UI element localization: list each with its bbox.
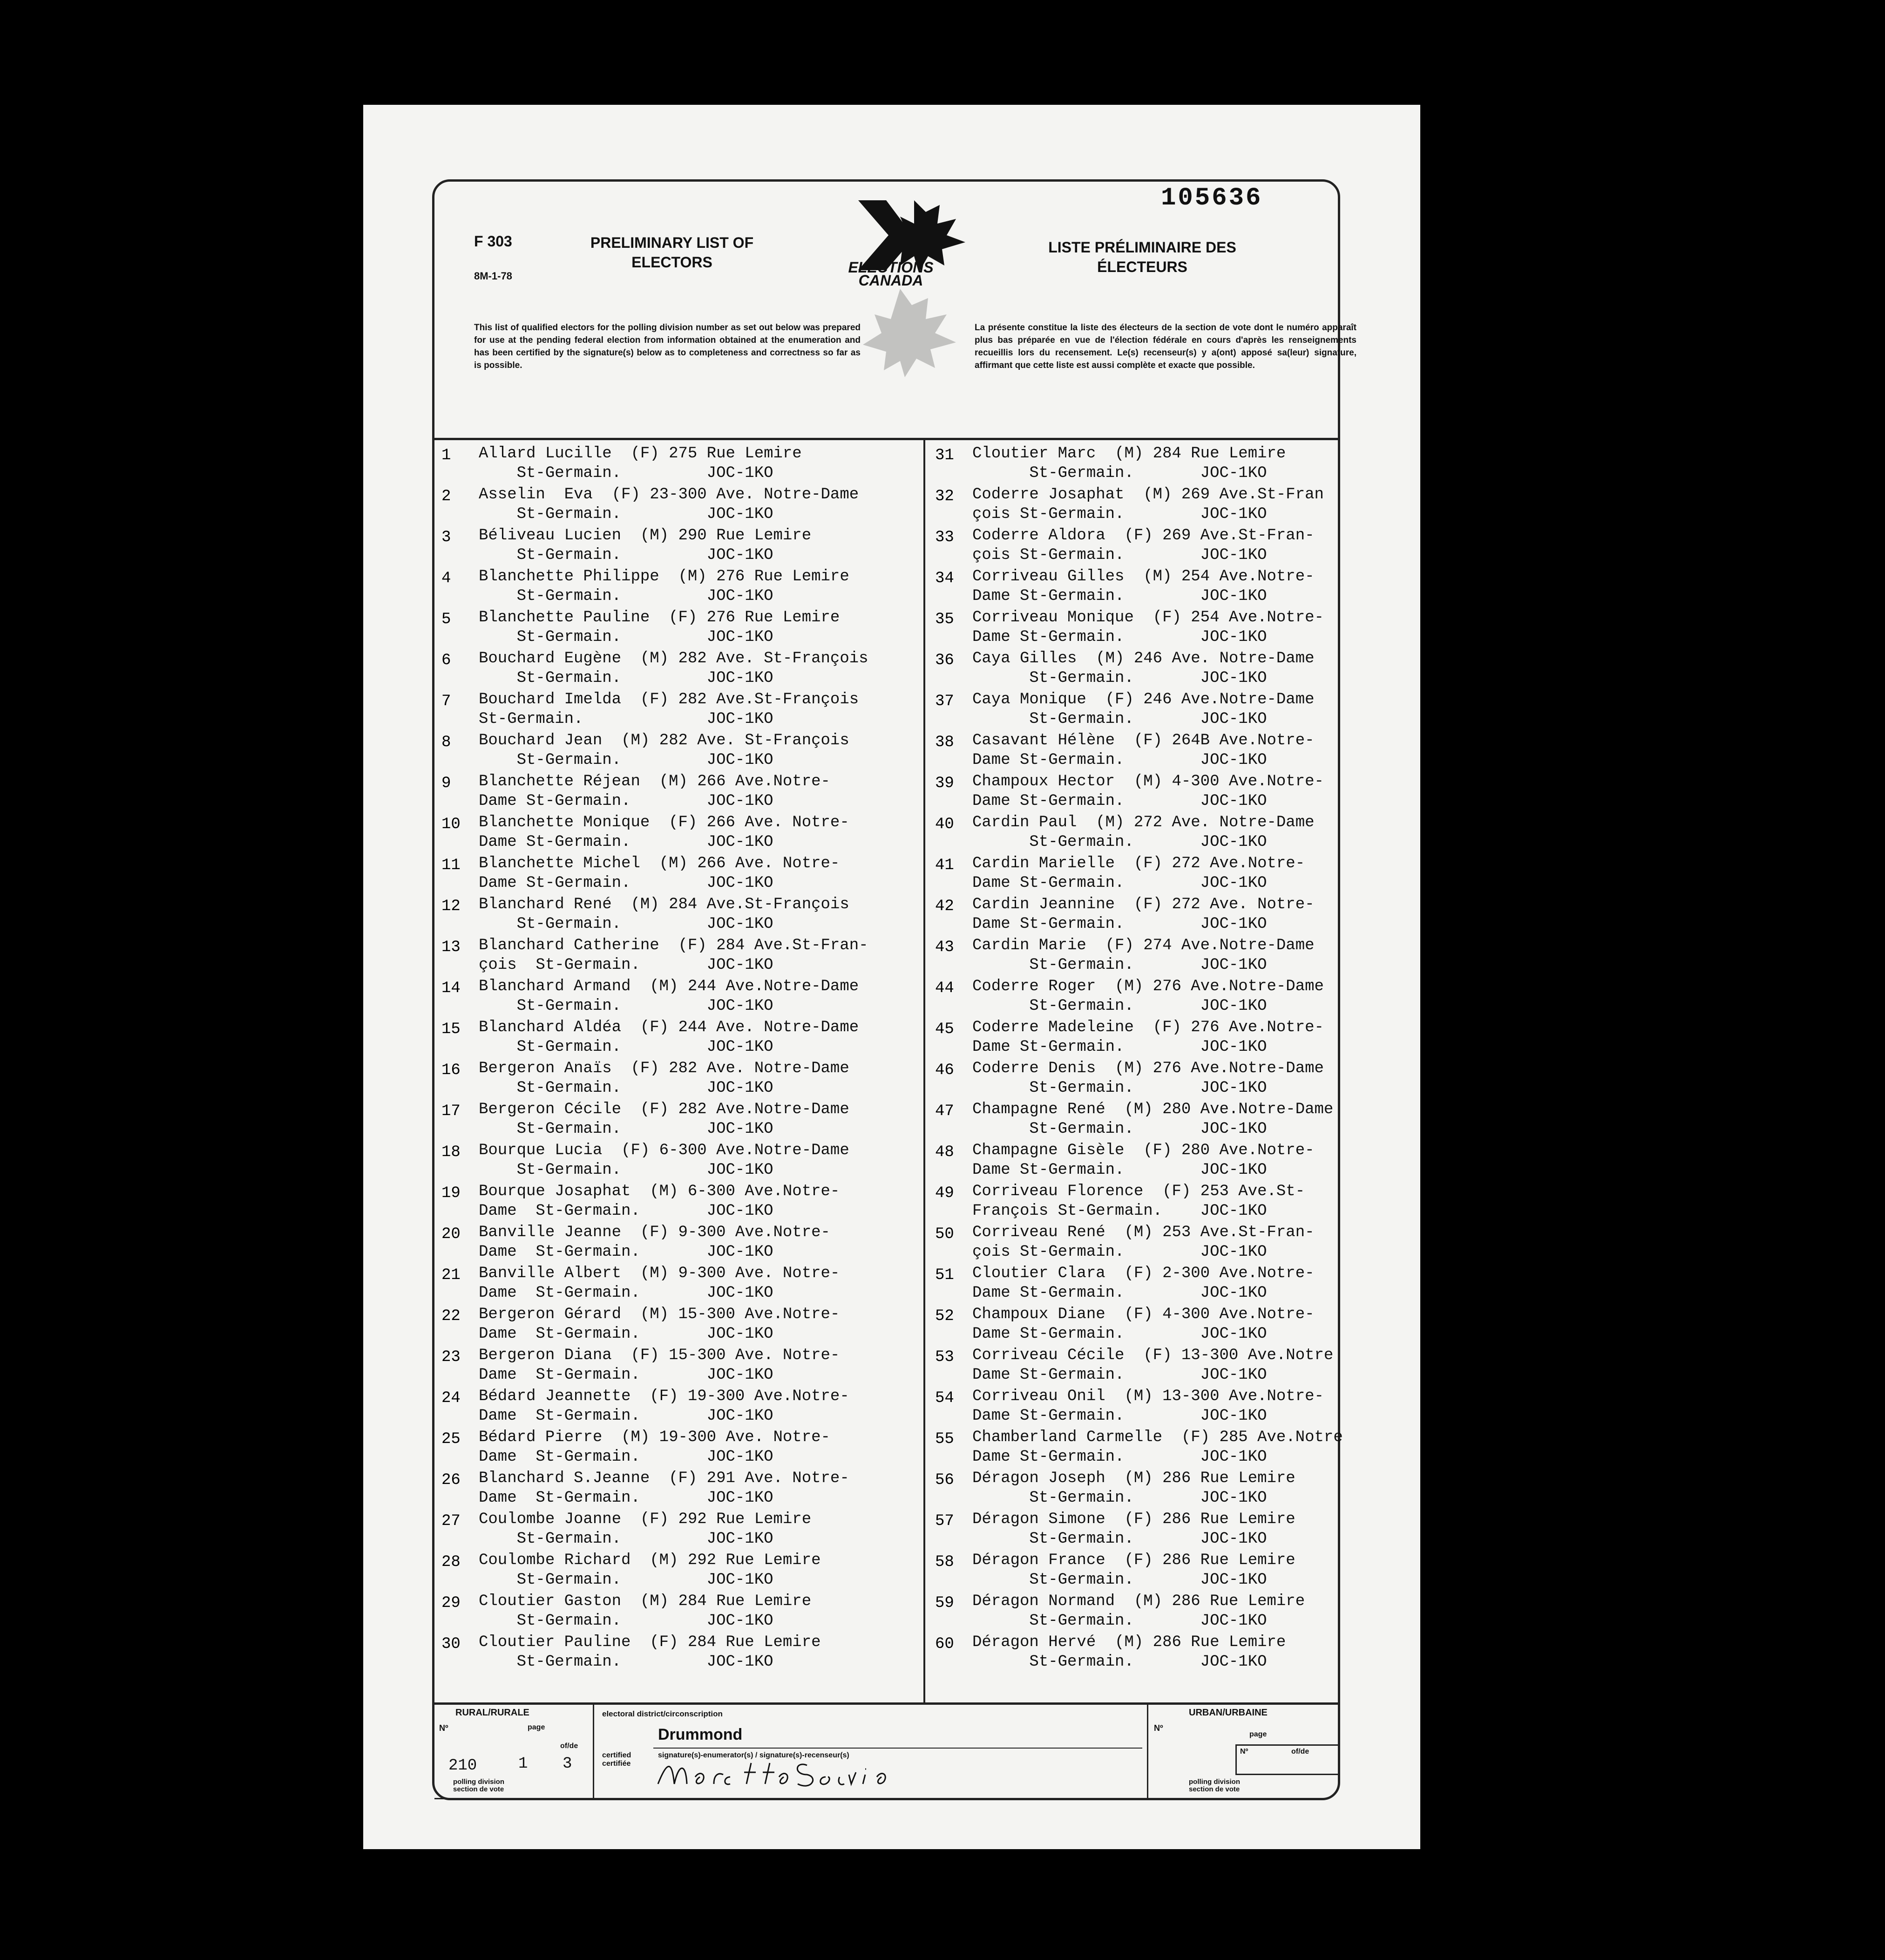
entry-town-postal: Dame St-Germain. JOC-1KO — [972, 587, 1267, 605]
entry-number: 31 — [935, 447, 954, 464]
entry-number: 14 — [441, 980, 461, 997]
entry-name-address: Déragon France (F) 286 Rue Lemire — [972, 1552, 1295, 1569]
elector-entry — [434, 1183, 900, 1224]
elector-entry — [928, 486, 1394, 527]
entry-number: 11 — [441, 857, 461, 874]
entry-name-address: Blanchette Monique (F) 266 Ave. Notre- — [479, 814, 849, 831]
urban-of-label: of/de — [1291, 1748, 1309, 1756]
elector-entry — [434, 650, 900, 691]
elector-entry — [434, 1592, 900, 1633]
entry-number: 25 — [441, 1430, 461, 1448]
entry-town-postal: Dame St-Germain. JOC-1KO — [479, 1243, 773, 1261]
entry-name-address: Corriveau Cécile (F) 13-300 Ave.Notre — [972, 1347, 1334, 1364]
entry-name-address: Coulombe Richard (M) 292 Rue Lemire — [479, 1552, 821, 1569]
entry-number: 28 — [441, 1553, 461, 1571]
entry-town-postal: St-Germain. JOC-1KO — [479, 997, 773, 1015]
entry-number: 29 — [441, 1594, 461, 1612]
entry-number: 27 — [441, 1512, 461, 1530]
entry-town-postal: St-Germain. JOC-1KO — [972, 1079, 1267, 1097]
entry-town-postal: St-Germain. JOC-1KO — [972, 956, 1267, 974]
entry-name-address: Bourque Lucia (F) 6-300 Ave.Notre-Dame — [479, 1142, 849, 1159]
urban-page-label: page — [1249, 1730, 1267, 1738]
elector-entry — [434, 1388, 900, 1429]
entry-town-postal: Dame St-Germain. JOC-1KO — [479, 1407, 773, 1425]
entry-number: 54 — [935, 1389, 954, 1407]
entry-name-address: Déragon Hervé (M) 286 Rue Lemire — [972, 1633, 1286, 1651]
elector-entry — [928, 732, 1394, 773]
entry-town-postal: St-Germain. JOC-1KO — [479, 1653, 773, 1671]
elector-entry — [434, 609, 900, 650]
entry-town-postal: Dame St-Germain. JOC-1KO — [479, 1489, 773, 1507]
entry-town-postal: Dame St-Germain. JOC-1KO — [972, 1407, 1267, 1425]
entry-town-postal: St-Germain. JOC-1KO — [479, 1120, 773, 1138]
entry-town-postal: Dame St-Germain. JOC-1KO — [479, 1325, 773, 1343]
entry-name-address: Champagne René (M) 280 Ave.Notre-Dame — [972, 1101, 1334, 1118]
entry-name-address: Champoux Diane (F) 4-300 Ave.Notre- — [972, 1306, 1315, 1323]
entry-town-postal: St-Germain. JOC-1KO — [479, 1530, 773, 1548]
entry-town-postal: Dame St-Germain. JOC-1KO — [972, 751, 1267, 769]
entry-number: 60 — [935, 1635, 954, 1653]
form-date: 8M-1-78 — [474, 270, 512, 282]
elector-entry — [928, 527, 1394, 568]
elector-entry — [928, 691, 1394, 732]
entry-town-postal: St-Germain. JOC-1KO — [972, 1530, 1267, 1548]
intro-french: La présente constitue la liste des électeurs de la section de vote dont le numéro apparaît plus bas préparée en vue de l'élection fédérale en cours d'après les renseignements recueillis lors du recensement. Le(s) recenseur(s) y a(ont) apposé sa(leur) signature, affirmant que cette liste est aussi complète et exacte que possible. — [975, 323, 1356, 370]
handwritten-signature — [653, 1756, 942, 1793]
elector-entry — [928, 937, 1394, 978]
entry-town-postal: St-Germain. JOC-1KO — [479, 915, 773, 933]
entry-name-address: Blanchard Catherine (F) 284 Ave.St-Fran- — [479, 937, 868, 954]
elector-entry — [434, 1101, 900, 1142]
entry-number: 2 — [441, 488, 451, 505]
entry-town-postal: St-Germain. JOC-1KO — [479, 1571, 773, 1589]
elector-entry — [928, 855, 1394, 896]
entry-name-address: Blanchard René (M) 284 Ave.St-François — [479, 896, 849, 913]
elector-entry — [928, 445, 1394, 486]
entry-number: 59 — [935, 1594, 954, 1612]
entry-town-postal: François St-Germain. JOC-1KO — [972, 1202, 1267, 1220]
page-total: 3 — [563, 1755, 572, 1773]
entry-town-postal: Dame St-Germain. JOC-1KO — [972, 792, 1267, 810]
entry-name-address: Bergeron Anaïs (F) 282 Ave. Notre-Dame — [479, 1060, 849, 1077]
entry-name-address: Bourque Josaphat (M) 6-300 Ave.Notre- — [479, 1183, 840, 1200]
elector-entry — [928, 1019, 1394, 1060]
entry-town-postal: St-Germain. JOC-1KO — [972, 1120, 1267, 1138]
entry-town-postal: St-Germain. JOC-1KO — [972, 1571, 1267, 1589]
entry-name-address: Bédard Pierre (M) 19-300 Ave. Notre- — [479, 1429, 830, 1446]
elector-entry — [434, 1347, 900, 1388]
elector-entry — [434, 568, 900, 609]
entry-number: 32 — [935, 488, 954, 505]
entry-number: 41 — [935, 857, 954, 874]
entry-town-postal: St-Germain. JOC-1KO — [479, 464, 773, 482]
rural-of-label: of/de — [560, 1742, 578, 1750]
entry-number: 39 — [935, 775, 954, 792]
elector-entry — [928, 1306, 1394, 1347]
entry-town-postal: St-Germain. JOC-1KO — [479, 587, 773, 605]
elector-entry — [928, 1470, 1394, 1511]
entry-number: 3 — [441, 529, 451, 546]
elector-entry — [928, 1592, 1394, 1633]
entry-town-postal: St-Germain. JOC-1KO — [479, 1038, 773, 1056]
entry-name-address: Bouchard Jean (M) 282 Ave. St-François — [479, 732, 849, 749]
logo-text-line2: CANADA — [858, 272, 923, 289]
signature-rule — [653, 1748, 1142, 1749]
urban-page-box — [1235, 1744, 1339, 1775]
entry-town-postal: Dame St-Germain. JOC-1KO — [972, 1325, 1267, 1343]
elector-entry — [928, 1388, 1394, 1429]
form-code: F 303 — [474, 233, 512, 250]
polling-division-number: 210 — [448, 1757, 477, 1775]
rural-polling-label-en: polling division — [453, 1778, 504, 1786]
entry-town-postal: çois St-Germain. JOC-1KO — [972, 1243, 1267, 1261]
urban-polling-label-fr: section de vote — [1189, 1785, 1240, 1793]
entry-number: 30 — [441, 1635, 461, 1653]
entry-name-address: Blanchette Michel (M) 266 Ave. Notre- — [479, 855, 840, 872]
entry-name-address: Banville Albert (M) 9-300 Ave. Notre- — [479, 1265, 840, 1282]
entry-number: 23 — [441, 1348, 461, 1366]
elector-entry — [434, 1552, 900, 1592]
elector-entry — [434, 896, 900, 937]
entry-number: 33 — [935, 529, 954, 546]
entry-name-address: Caya Monique (F) 246 Ave.Notre-Dame — [972, 691, 1315, 708]
entry-number: 58 — [935, 1553, 954, 1571]
entry-number: 52 — [935, 1307, 954, 1325]
entry-town-postal: St-Germain. JOC-1KO — [479, 628, 773, 646]
elector-entry — [434, 978, 900, 1019]
entry-name-address: Cloutier Gaston (M) 284 Rue Lemire — [479, 1592, 812, 1610]
elector-entry — [928, 1183, 1394, 1224]
entry-name-address: Chamberland Carmelle (F) 285 Ave.Notre — [972, 1429, 1343, 1446]
urban-no-label-2: Nº — [1240, 1748, 1248, 1756]
entry-town-postal: Dame St-Germain. JOC-1KO — [972, 628, 1267, 646]
entry-town-postal: Dame St-Germain. JOC-1KO — [972, 874, 1267, 892]
entry-name-address: Déragon Simone (F) 286 Rue Lemire — [972, 1511, 1295, 1528]
entry-number: 21 — [441, 1266, 461, 1284]
entry-name-address: Bergeron Gérard (M) 15-300 Ave.Notre- — [479, 1306, 840, 1323]
entry-number: 8 — [441, 734, 451, 751]
rural-polling-label-fr: section de vote — [453, 1785, 504, 1793]
entry-town-postal: St-Germain. JOC-1KO — [972, 833, 1267, 851]
elector-entry — [434, 1633, 900, 1674]
entry-number: 53 — [935, 1348, 954, 1366]
entry-town-postal: St-Germain. JOC-1KO — [972, 1489, 1267, 1507]
entry-name-address: Déragon Normand (M) 286 Rue Lemire — [972, 1592, 1305, 1610]
entry-town-postal: St-Germain. JOC-1KO — [479, 751, 773, 769]
entry-name-address: Bouchard Imelda (F) 282 Ave.St-François — [479, 691, 859, 708]
rural-label: RURAL/RURALE — [455, 1708, 529, 1718]
certified-label — [602, 1751, 631, 1768]
entry-number: 34 — [935, 570, 954, 587]
entry-number: 38 — [935, 734, 954, 751]
entry-town-postal: St-Germain. JOC-1KO — [479, 669, 773, 687]
entry-name-address: Blanchette Pauline (F) 276 Rue Lemire — [479, 609, 840, 626]
entry-number: 46 — [935, 1062, 954, 1079]
entry-town-postal: St-Germain. JOC-1KO — [479, 505, 773, 523]
entry-town-postal: Dame St-Germain. JOC-1KO — [479, 874, 773, 892]
serial-number: 105636 — [1161, 184, 1263, 212]
entry-name-address: Blanchard S.Jeanne (F) 291 Ave. Notre- — [479, 1470, 849, 1487]
entry-number: 17 — [441, 1102, 461, 1120]
elector-entry — [434, 937, 900, 978]
certified-label-en: certified — [602, 1751, 631, 1759]
entry-town-postal: Dame St-Germain. JOC-1KO — [479, 1448, 773, 1466]
entry-number: 22 — [441, 1307, 461, 1325]
elector-entry — [928, 609, 1394, 650]
entry-name-address: Déragon Joseph (M) 286 Rue Lemire — [972, 1470, 1295, 1487]
entry-number: 24 — [441, 1389, 461, 1407]
elector-entry — [434, 1224, 900, 1265]
elector-entry — [434, 732, 900, 773]
entry-name-address: Bergeron Cécile (F) 282 Ave.Notre-Dame — [479, 1101, 849, 1118]
entry-town-postal: Dame St-Germain. JOC-1KO — [479, 1284, 773, 1302]
entry-town-postal: Dame St-Germain. JOC-1KO — [972, 1284, 1267, 1302]
entry-town-postal: St-Germain. JOC-1KO — [479, 1079, 773, 1097]
logo-text — [826, 261, 956, 287]
entry-name-address: Blanchard Aldéa (F) 244 Ave. Notre-Dame — [479, 1019, 859, 1036]
entry-town-postal: Dame St-Germain. JOC-1KO — [972, 1038, 1267, 1056]
entry-town-postal: St-Germain. JOC-1KO — [479, 546, 773, 564]
elector-entry — [928, 814, 1394, 855]
entry-name-address: Champoux Hector (M) 4-300 Ave.Notre- — [972, 773, 1324, 790]
elector-entry — [434, 1470, 900, 1511]
page-number: 1 — [518, 1755, 528, 1773]
elector-entry — [928, 1101, 1394, 1142]
entry-name-address: Banville Jeanne (F) 9-300 Ave.Notre- — [479, 1224, 830, 1241]
entry-town-postal: Dame St-Germain. JOC-1KO — [972, 1161, 1267, 1179]
header-divider — [434, 438, 1338, 440]
elector-entry — [434, 445, 900, 486]
entry-name-address: Cloutier Clara (F) 2-300 Ave.Notre- — [972, 1265, 1315, 1282]
entry-name-address: Coderre Aldora (F) 269 Ave.St-Fran- — [972, 527, 1315, 544]
entry-name-address: Cardin Marielle (F) 272 Ave.Notre- — [972, 855, 1305, 872]
entry-town-postal: St-Germain. JOC-1KO — [972, 1653, 1267, 1671]
entry-town-postal: St-Germain. JOC-1KO — [972, 669, 1267, 687]
entry-name-address: Cardin Paul (M) 272 Ave. Notre-Dame — [972, 814, 1315, 831]
entry-name-address: Champagne Gisèle (F) 280 Ave.Notre- — [972, 1142, 1315, 1159]
logo-text-line1: ELECTIONS — [848, 259, 934, 276]
elector-entry — [928, 1511, 1394, 1552]
entry-town-postal: Dame St-Germain. JOC-1KO — [972, 915, 1267, 933]
entry-name-address: Cloutier Marc (M) 284 Rue Lemire — [972, 445, 1286, 463]
elector-entry — [928, 1265, 1394, 1306]
elector-entry — [434, 1060, 900, 1101]
entry-name-address: Coderre Josaphat (M) 269 Ave.St-Fran — [972, 486, 1324, 504]
entry-name-address: Corriveau Monique (F) 254 Ave.Notre- — [972, 609, 1324, 626]
entry-number: 55 — [935, 1430, 954, 1448]
entry-name-address: Blanchard Armand (M) 244 Ave.Notre-Dame — [479, 978, 859, 995]
urban-label: URBAN/URBAINE — [1189, 1708, 1268, 1718]
entry-number: 18 — [441, 1143, 461, 1161]
entry-name-address: Bergeron Diana (F) 15-300 Ave. Notre- — [479, 1347, 840, 1364]
entry-town-postal: Dame St-Germain. JOC-1KO — [479, 792, 773, 810]
elector-entry — [434, 1429, 900, 1470]
document-sheet — [363, 105, 1420, 1849]
entry-name-address: Blanchette Réjean (M) 266 Ave.Notre- — [479, 773, 830, 790]
entry-number: 36 — [935, 652, 954, 669]
elector-entry — [928, 773, 1394, 814]
entry-number: 9 — [441, 775, 451, 792]
entry-name-address: Béliveau Lucien (M) 290 Rue Lemire — [479, 527, 812, 544]
entry-name-address: Corriveau Gilles (M) 254 Ave.Notre- — [972, 568, 1315, 585]
urban-polling-label — [1189, 1778, 1240, 1793]
entry-name-address: Casavant Hélène (F) 264B Ave.Notre- — [972, 732, 1315, 749]
urban-polling-label-en: polling division — [1189, 1778, 1240, 1786]
entry-town-postal: St-Germain. JOC-1KO — [972, 997, 1267, 1015]
entry-number: 42 — [935, 898, 954, 915]
entry-number: 16 — [441, 1062, 461, 1079]
elector-entry — [434, 855, 900, 896]
entry-name-address: Corriveau René (M) 253 Ave.St-Fran- — [972, 1224, 1315, 1241]
entry-number: 1 — [441, 447, 451, 464]
entry-name-address: Coderre Madeleine (F) 276 Ave.Notre- — [972, 1019, 1324, 1036]
entry-town-postal: çois St-Germain. JOC-1KO — [972, 546, 1267, 564]
entry-name-address: Cloutier Pauline (F) 284 Rue Lemire — [479, 1633, 821, 1651]
entry-name-address: Corriveau Florence (F) 253 Ave.St- — [972, 1183, 1305, 1200]
form-frame — [432, 179, 1356, 1800]
elector-entry — [434, 1142, 900, 1183]
district-label: electoral district/circonscription — [602, 1709, 723, 1718]
elector-entry — [928, 896, 1394, 937]
elector-entry — [434, 1265, 900, 1306]
entry-name-address: Corriveau Onil (M) 13-300 Ave.Notre- — [972, 1388, 1324, 1405]
entry-name-address: Bouchard Eugène (M) 282 Ave. St-François — [479, 650, 868, 667]
district-value: Drummond — [658, 1726, 743, 1743]
elector-entry — [434, 1019, 900, 1060]
entry-number: 40 — [935, 816, 954, 833]
entry-town-postal: Dame St-Germain. JOC-1KO — [479, 1202, 773, 1220]
entry-town-postal: Dame St-Germain. JOC-1KO — [972, 1448, 1267, 1466]
entry-town-postal: St-Germain. JOC-1KO — [972, 464, 1267, 482]
entry-number: 7 — [441, 693, 451, 710]
form-footer — [434, 1702, 1338, 1800]
entry-town-postal: Dame St-Germain. JOC-1KO — [479, 833, 773, 851]
rural-no-label: Nº — [439, 1723, 448, 1733]
entry-town-postal: çois St-Germain. JOC-1KO — [479, 956, 773, 974]
elector-entry — [434, 814, 900, 855]
urban-no-label: Nº — [1154, 1723, 1163, 1733]
entry-number: 13 — [441, 939, 461, 956]
entry-number: 6 — [441, 652, 451, 669]
entry-number: 57 — [935, 1512, 954, 1530]
entry-town-postal: St-Germain. JOC-1KO — [972, 1612, 1267, 1630]
entry-name-address: Cardin Jeannine (F) 272 Ave. Notre- — [972, 896, 1315, 913]
elector-entry — [434, 1306, 900, 1347]
entry-number: 51 — [935, 1266, 954, 1284]
certified-label-fr: certifiée — [602, 1760, 631, 1768]
elector-entry — [434, 691, 900, 732]
elector-entry — [928, 650, 1394, 691]
entry-name-address: Allard Lucille (F) 275 Rue Lemire — [479, 445, 802, 463]
entry-town-postal: Dame St-Germain. JOC-1KO — [479, 1366, 773, 1384]
rural-page-label: page — [528, 1723, 545, 1731]
elector-entry — [434, 486, 900, 527]
entry-town-postal: çois St-Germain. JOC-1KO — [972, 505, 1267, 523]
entry-name-address: Asselin Eva (F) 23-300 Ave. Notre-Dame — [479, 486, 859, 504]
entry-name-address: Coderre Roger (M) 276 Ave.Notre-Dame — [972, 978, 1324, 995]
entry-number: 12 — [441, 898, 461, 915]
entry-number: 15 — [441, 1021, 461, 1038]
column-divider — [923, 440, 925, 1702]
entry-number: 44 — [935, 980, 954, 997]
entry-town-postal: Dame St-Germain. JOC-1KO — [972, 1366, 1267, 1384]
elector-entry — [928, 1224, 1394, 1265]
entry-number: 35 — [935, 611, 954, 628]
entry-name-address: Bédard Jeannette (F) 19-300 Ave.Notre- — [479, 1388, 849, 1405]
entry-number: 4 — [441, 570, 451, 587]
entry-number: 5 — [441, 611, 451, 628]
elector-entry — [434, 527, 900, 568]
entry-number: 45 — [935, 1021, 954, 1038]
entry-name-address: Coulombe Joanne (F) 292 Rue Lemire — [479, 1511, 812, 1528]
entry-town-postal: St-Germain. JOC-1KO — [479, 710, 773, 728]
elector-entry — [928, 978, 1394, 1019]
signature-label: signature(s)-enumerator(s) / signature(s)-recenseur(s) — [658, 1751, 849, 1759]
title-french: LISTE PRÉLIMINAIRE DES ÉLECTEURS — [1048, 239, 1236, 275]
elector-entry — [928, 1633, 1394, 1674]
entry-name-address: Caya Gilles (M) 246 Ave. Notre-Dame — [972, 650, 1315, 667]
entry-name-address: Blanchette Philippe (M) 276 Rue Lemire — [479, 568, 849, 585]
rural-polling-label — [453, 1778, 504, 1793]
entry-number: 26 — [441, 1471, 461, 1489]
elector-entry — [928, 1429, 1394, 1470]
elector-entry — [928, 568, 1394, 609]
elector-entry — [928, 1552, 1394, 1592]
entry-number: 43 — [935, 939, 954, 956]
entry-number: 20 — [441, 1225, 461, 1243]
elector-entry — [434, 1511, 900, 1552]
entry-town-postal: St-Germain. JOC-1KO — [479, 1612, 773, 1630]
entry-number: 19 — [441, 1184, 461, 1202]
entry-number: 50 — [935, 1225, 954, 1243]
entry-number: 10 — [441, 816, 461, 833]
entry-town-postal: St-Germain. JOC-1KO — [972, 710, 1267, 728]
entry-number: 48 — [935, 1143, 954, 1161]
elector-entry — [928, 1142, 1394, 1183]
entry-number: 37 — [935, 693, 954, 710]
elector-entry — [434, 773, 900, 814]
title-english: PRELIMINARY LIST OF ELECTORS — [590, 234, 754, 271]
entry-name-address: Coderre Denis (M) 276 Ave.Notre-Dame — [972, 1060, 1324, 1077]
elector-entry — [928, 1347, 1394, 1388]
entry-number: 56 — [935, 1471, 954, 1489]
intro-english: This list of qualified electors for the polling division number as set out below was prepared for use at the pending federal election from information obtained at the enumeration and has been certified by the signature(s) below as to completeness and correctness so far as is possible. — [474, 323, 861, 370]
entry-number: 47 — [935, 1102, 954, 1120]
entry-name-address: Cardin Marie (F) 274 Ave.Notre-Dame — [972, 937, 1315, 954]
entry-number: 49 — [935, 1184, 954, 1202]
elector-entry — [928, 1060, 1394, 1101]
entry-town-postal: St-Germain. JOC-1KO — [479, 1161, 773, 1179]
